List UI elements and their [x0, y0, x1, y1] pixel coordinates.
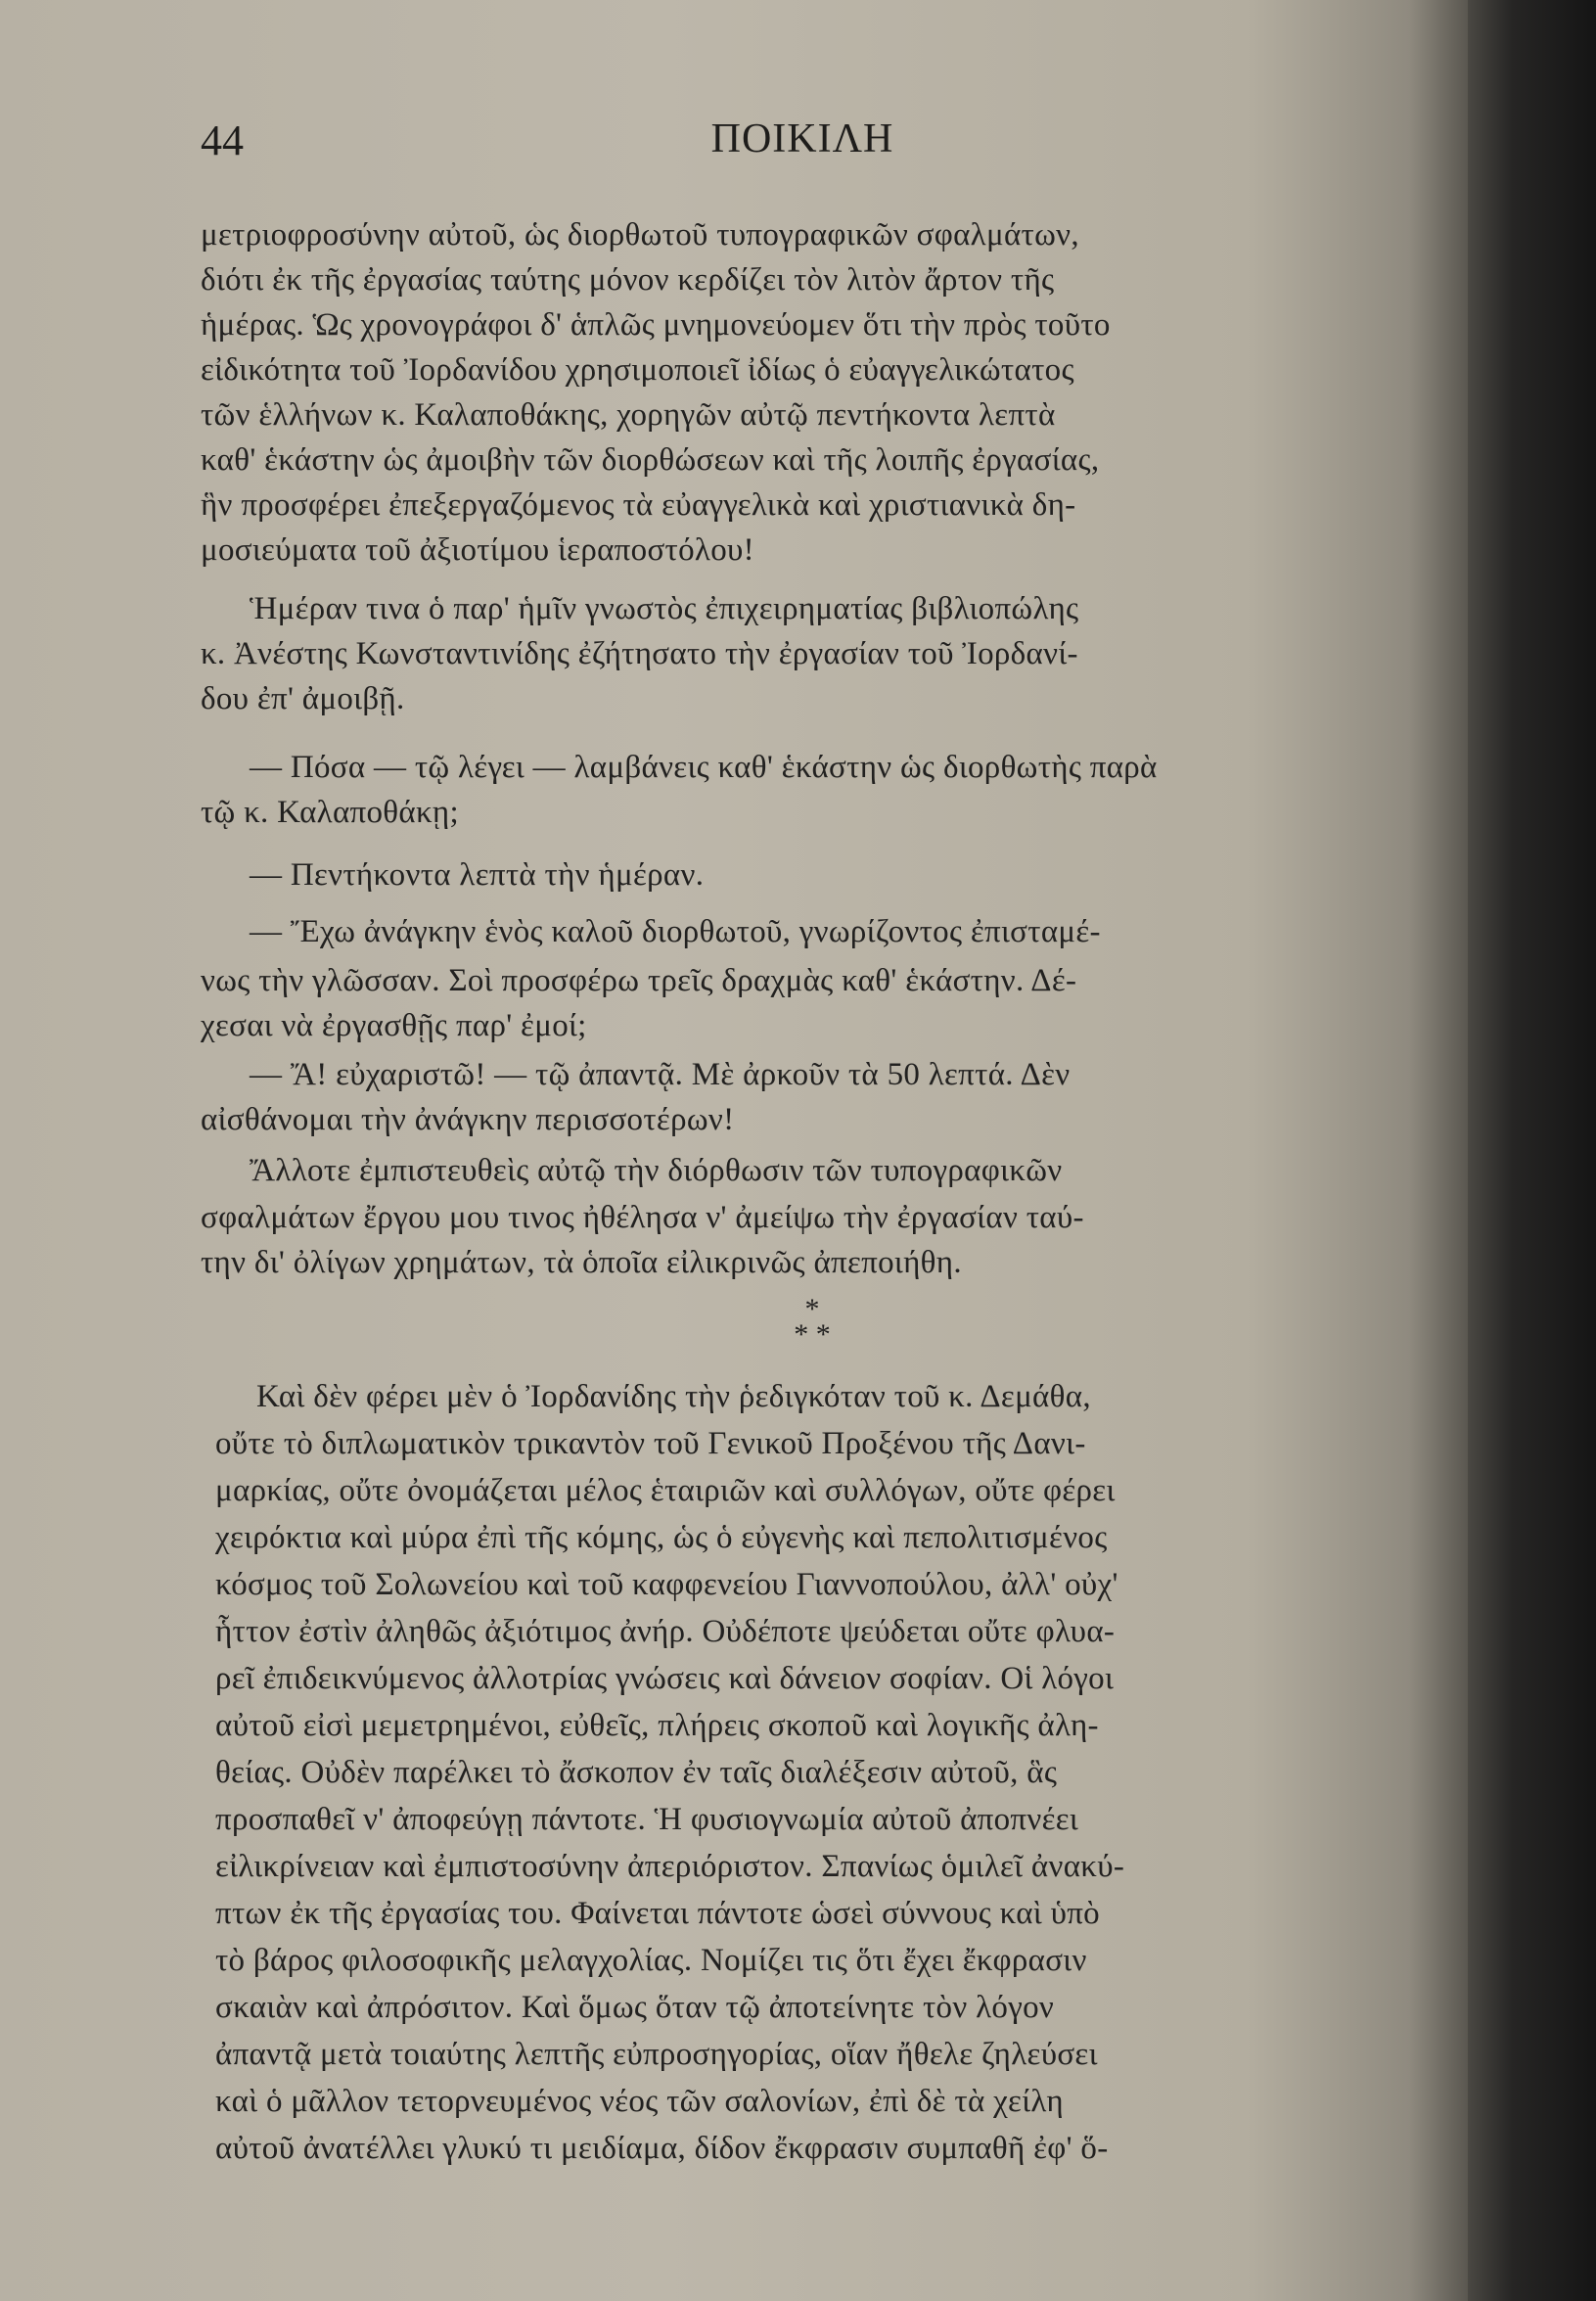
- text-line: δου ἐπ' ἀμοιβῇ.: [201, 681, 405, 716]
- text-line: Ἡμέραν τινα ὁ παρ' ἡμῖν γνωστὸς ἐπιχειρηματίας βιβλιοπώλης: [250, 591, 1079, 626]
- text-line: ἡμέρας. Ὡς χρονογράφοι δ' ἁπλῶς μνημονεύομεν ὅτι τὴν πρὸς τοῦτο: [201, 307, 1111, 343]
- text-line: σκαιὰν καὶ ἀπρόσιτον. Καὶ ὅμως ὅταν τῷ ἀποτείνητε τὸν λόγον: [215, 1990, 1055, 2025]
- running-head: ΠΟΙΚΙΛΗ: [710, 116, 894, 161]
- text-line: ἣν προσφέρει ἐπεξεργαζόμενος τὰ εὐαγγελικὰ καὶ χριστιανικὰ δη-: [201, 487, 1076, 523]
- text-line: καθ' ἑκάστην ὡς ἀμοιβὴν τῶν διορθώσεων καὶ τῆς λοιπῆς ἐργασίας,: [201, 442, 1100, 478]
- text-line: ρεῖ ἐπιδεικνύμενος ἀλλοτρίας γνώσεις καὶ δάνειον σοφίαν. Οἱ λόγοι: [215, 1661, 1115, 1696]
- text-line: χειρόκτια καὶ μύρα ἐπὶ τῆς κόμης, ὡς ὁ εὐγενὴς καὶ πεπολιτισμένος: [215, 1520, 1108, 1555]
- text-line: την δι' ὀλίγων χρημάτων, τὰ ὁποῖα εἰλικρινῶς ἀπεποιήθη.: [201, 1245, 962, 1280]
- text-line: θείας. Οὐδὲν παρέλκει τὸ ἄσκοπον ἐν ταῖς διαλέξεσιν αὐτοῦ, ἃς: [215, 1755, 1058, 1790]
- text-line: — Πόσα — τῷ λέγει — λαμβάνεις καθ' ἑκάστην ὡς διορθωτὴς παρὰ: [250, 750, 1158, 785]
- text-line: εἰλικρίνειαν καὶ ἐμπιστοσύνην ἀπεριόριστον. Σπανίως ὁμιλεῖ ἀνακύ-: [215, 1849, 1125, 1884]
- text-line: αὐτοῦ ἀνατέλλει γλυκύ τι μειδίαμα, δίδον ἔκφρασιν συμπαθῆ ἐφ' ὅ-: [215, 2131, 1109, 2166]
- text-line: σφαλμάτων ἔργου μου τινος ἠθέλησα ν' ἀμείψω τὴν ἐργασίαν ταύ-: [201, 1200, 1084, 1235]
- text-line: διότι ἐκ τῆς ἐργασίας ταύτης μόνον κερδίζει τὸν λιτὸν ἄρτον τῆς: [201, 262, 1055, 298]
- text-line: χεσαι νὰ ἐργασθῇς παρ' ἐμοί;: [201, 1008, 587, 1043]
- text-line: αἰσθάνομαι τὴν ἀνάγκην περισσοτέρων!: [201, 1102, 735, 1137]
- page-header: [201, 115, 1404, 174]
- text-line: τῶν ἑλλήνων κ. Καλαποθάκης, χορηγῶν αὐτῷ πεντήκοντα λεπτὰ: [201, 397, 1056, 433]
- text-line: εἰδικότητα τοῦ Ἰορδανίδου χρησιμοποιεῖ ἰδίως ὁ εὐαγγελικώτατος: [201, 352, 1074, 388]
- book-gutter: [1468, 0, 1596, 2301]
- page-number: 44: [201, 116, 244, 164]
- text-line: προσπαθεῖ ν' ἀποφεύγῃ πάντοτε. Ἡ φυσιογνωμία αὐτοῦ ἀποπνέει: [215, 1802, 1079, 1837]
- text-line: — Ἔχω ἀνάγκην ἑνὸς καλοῦ διορθωτοῦ, γνωρίζοντος ἐπισταμέ-: [250, 914, 1101, 949]
- text-line: ἧττον ἐστὶν ἀληθῶς ἀξιότιμος ἀνήρ. Οὐδέποτε ψεύδεται οὔτε φλυα-: [215, 1614, 1116, 1649]
- text-line: νως τὴν γλῶσσαν. Σοὶ προσφέρω τρεῖς δραχμὰς καθ' ἑκάστην. Δέ-: [201, 963, 1077, 998]
- text-line: κόσμος τοῦ Σολωνείου καὶ τοῦ καφφενείου Γιαννοπούλου, ἀλλ' οὐχ': [215, 1567, 1118, 1602]
- text-line: τὸ βάρος φιλοσοφικῆς μελαγχολίας. Νομίζει τις ὅτι ἔχει ἔκφρασιν: [215, 1943, 1087, 1978]
- text-line: καὶ ὁ μᾶλλον τετορνευμένος νέος τῶν σαλονίων, ἐπὶ δὲ τὰ χείλη: [215, 2084, 1064, 2119]
- text-line: ἀπαντᾷ μετὰ τοιαύτης λεπτῆς εὐπροσηγορίας, οἵαν ἤθελε ζηλεύσει: [215, 2037, 1098, 2072]
- separator-top-star: *: [804, 1293, 820, 1325]
- text-line: — Ἄ! εὐχαριστῶ! — τῷ ἀπαντᾷ. Μὲ ἀρκοῦν τὰ 50 λεπτά. Δὲν: [250, 1057, 1071, 1092]
- text-line: οὔτε τὸ διπλωματικὸν τρικαντὸν τοῦ Γενικοῦ Προξένου τῆς Δανι-: [215, 1426, 1086, 1461]
- separator-bottom-stars: * *: [794, 1318, 831, 1351]
- text-line: αὐτοῦ εἰσὶ μεμετρημένοι, εὐθεῖς, πλήρεις σκοποῦ καὶ λογικῆς ἀλη-: [215, 1708, 1099, 1743]
- text-line: πτων ἐκ τῆς ἐργασίας του. Φαίνεται πάντοτε ὡσεὶ σύννους καὶ ὑπὸ: [215, 1896, 1100, 1931]
- text-line: — Πεντήκοντα λεπτὰ τὴν ἡμέραν.: [250, 857, 705, 893]
- text-line: Ἄλλοτε ἐμπιστευθεὶς αὐτῷ τὴν διόρθωσιν τῶν τυπογραφικῶν: [250, 1153, 1063, 1188]
- text-line: μαρκίας, οὔτε ὀνομάζεται μέλος ἑταιριῶν καὶ συλλόγων, οὔτε φέρει: [215, 1473, 1116, 1508]
- section-separator: [763, 1293, 861, 1351]
- text-line: Καὶ δὲν φέρει μὲν ὁ Ἰορδανίδης τὴν ῥεδιγκόταν τοῦ κ. Δεμάθα,: [256, 1379, 1091, 1414]
- text-line: τῷ κ. Καλαποθάκῃ;: [201, 795, 459, 830]
- text-line: μοσιεύματα τοῦ ἀξιοτίμου ἱεραποστόλου!: [201, 532, 754, 568]
- text-line: κ. Ἀνέστης Κωνσταντινίδης ἐζήτησατο τὴν ἐργασίαν τοῦ Ἰορδανί-: [201, 636, 1078, 671]
- text-line: μετριοφροσύνην αὐτοῦ, ὡς διορθωτοῦ τυπογραφικῶν σφαλμάτων,: [201, 217, 1079, 253]
